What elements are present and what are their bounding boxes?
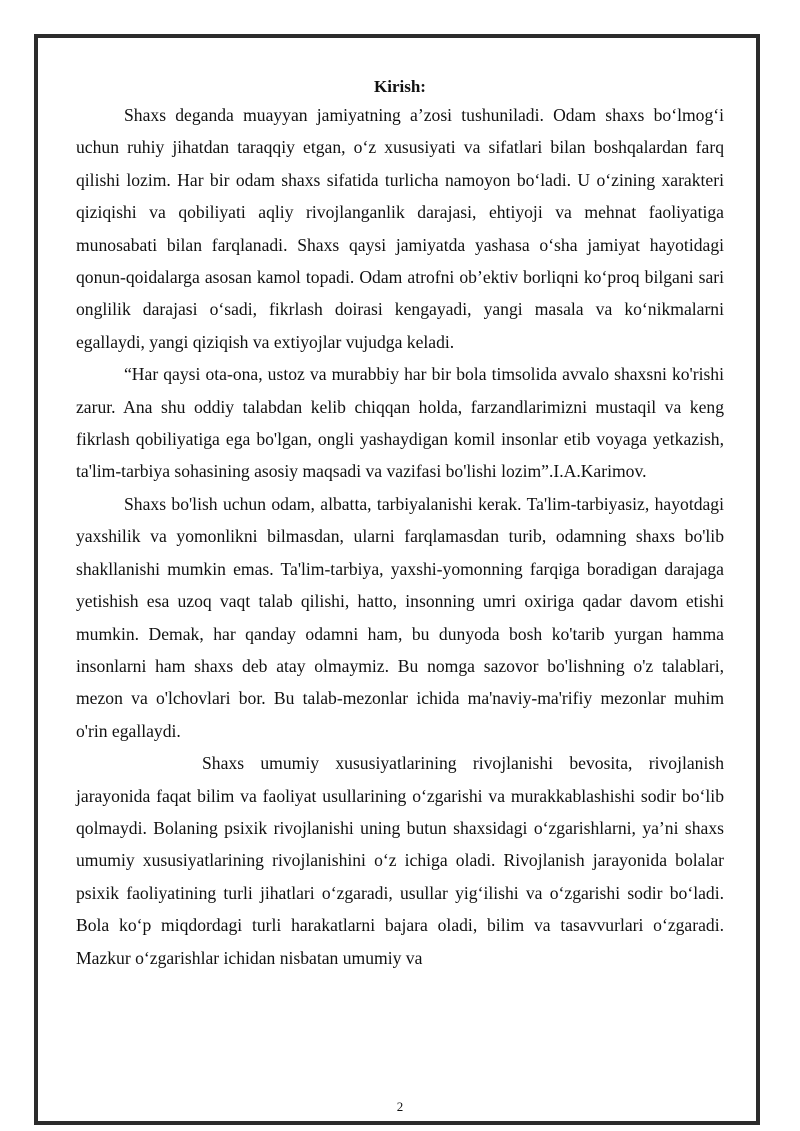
- page-number: 2: [396, 1099, 404, 1114]
- paragraph-upbringing: Shaxs bo'lish uchun odam, albatta, tarbiyalanishi kerak. Ta'lim-tarbiyasiz, hayotdagi yaxshilik va yomonlikni bilmasdan, ularni farqlamasdan turib, odamning shaxs bo'lib shakllanishi mumkin emas. Ta'lim-tarbiya, yaxshi-yomonning farqiga boradigan darajaga yetishish esa uzoq vaqt talab qilishi, hatto, insonning umri oxiriga qadar davom etishi mumkin. Demak, har qanday odamni ham, bu dunyoda bosh ko'tarib yurgan hamma insonlarni ham shaxs deb atay olmaymiz. Bu nomga sazovor bo'lishning o'z talablari, mezon va o'lchovlari bor. Bu talab-mezonlar ichida ma'naviy-ma'rifiy mezonlar muhim o'rin egallaydi.: [76, 493, 724, 741]
- document-body: [76, 75, 724, 974]
- paragraph-intro: Shaxs deganda muayyan jamiyatning a’zosi tushuniladi. Odam shaxs bo‘lmog‘i uchun ruhiy jihatdan taraqqiy etgan, o‘z xususiyati va sifatlari bilan boshqalardan farq qilishi lozim. Har bir odam shaxs sifatida turlicha namoyon bo‘ladi. U o‘zining xarakteri qiziqishi va qobiliyati aqliy rivojlanganlik darajasi, ehtiyoji va mehnat faoliyatiga munosabati bilan farqlanadi. Shaxs qaysi jamiyatda yashasa o‘sha jamiyat hayotidagi qonun-qoidalarga asosan kamol topadi. Odam atrofni ob’ektiv borliqni ko‘proq bilgani sari onglilik darajasi o‘sadi, fikrlash doirasi kengayadi, yangi masala va ko‘nikmalarni egallaydi, yangi qiziqish va extiyojlar vujudga keladi.: [76, 105, 724, 352]
- paragraph-development: Shaxs umumiy xususiyatlarining rivojlanishi bevosita, rivojlanish jarayonida faqat bilim va faoliyat usullarining o‘zgarishi va murakkablashishi sodir bo‘lib qolmaydi. Bolaning psixik rivojlanishi uning butun shaxsidagi o‘zgarishlarni, ya’ni shaxs umumiy xususiyatlarining rivojlanishini o‘z ichiga oladi. Rivojlanish jarayonida bolalar psixik faoliyatining turli jihatlari o‘zgaradi, usullar yig‘ilishi va o‘zgarishi sodir bo‘ladi. Bola ko‘p miqdordagi turli harakatlarni bajara oladi, bilim va tasavvurlari o‘zgaradi. Mazkur o‘zgarishlar ichidan nisbatan umumiy va: [76, 753, 724, 968]
- paragraph-quote: “Har qaysi ota-ona, ustoz va murabbiy har bir bola timsolida avvalo shaxsni ko'rishi zarur. Ana shu oddiy talabdan kelib chiqqan holda, farzandlarimizni mustaqil va keng fikrlash qobiliyatiga ega bo'lgan, ongli yashaydigan komil insonlar etib voyaga yetkazish, ta'lim-tarbiya sohasining asosiy maqsadi va vazifasi bo'lishi lozim”.I.A.Karimov.: [76, 364, 724, 482]
- section-title: Kirish:: [374, 77, 426, 96]
